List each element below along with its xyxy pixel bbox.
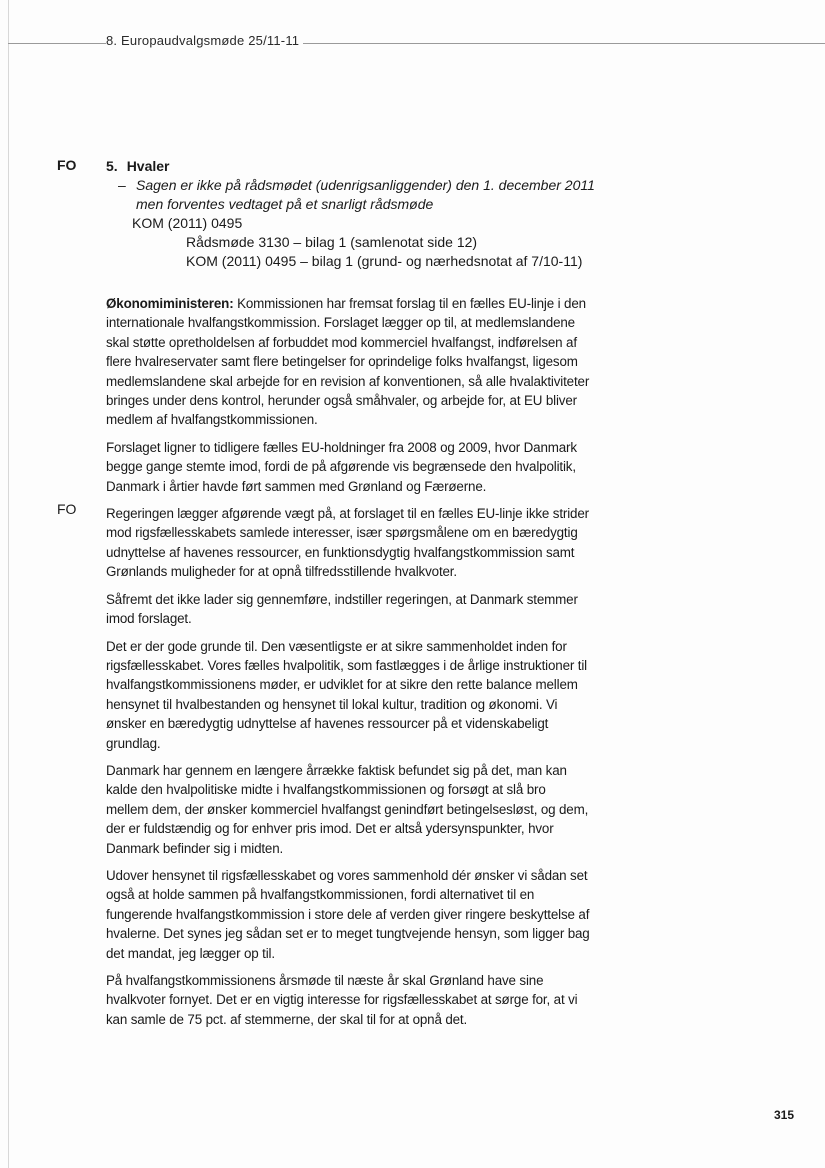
paragraph-2: Forslaget ligner to tidligere fælles EU-holdninger fra 2008 og 2009, hvor Danmark begge gange stemte imod, fordi de på afgørende vis begrænsede den hvalpolitik, Danmark i årtier havde ført sammen med Grønland og Færøerne. (106, 439, 577, 494)
agenda-item (106, 157, 626, 271)
paragraph-8: På hvalfangstkommissionens årsmøde til næste år skal Grønland have sine hvalkvoter fornyet. Det er en vigtig interesse for rigsfællesskabet at sørge for, at vi kan samle de 75 pct. af stemmerne, der skal til for at opnå det. (106, 973, 578, 1027)
reference-basis-note: KOM (2011) 0495 – bilag 1 (grund- og nærhedsnotat af 7/10-11) (186, 253, 583, 269)
paragraph-4: Såfremt det ikke lader sig gennemføre, indstiller regeringen, at Danmark stemmer imod forslaget. (106, 591, 578, 627)
paragraph-5: Det er der gode grunde til. Den væsentligste er at sikre sammenholdet inden for rigsfællesskabet. Vores fælles hvalpolitik, som fastlægges i de årlige instruktioner til hvalfangstkommissionens møder, er udviklet for at sikre den rette balance mellem hensynet til hvalbestanden og hensynet til lokal kultur, tradition og økonomi. Vi ønsker en bæredygtig udnyttelse af havenes ressourcer på et videnskabeligt grundlag. (106, 638, 587, 751)
minutes-body (106, 294, 590, 1037)
agenda-item-number: 5. (106, 158, 118, 174)
note-text: Sagen er ikke på rådsmødet (udenrigsanliggender) den 1. december 2011 men forventes vedtaget på et snarligt rådsmøde (136, 177, 595, 212)
document-reference: KOM (2011) 0495 (132, 215, 243, 231)
paragraph-1-text: Kommissionen har fremsat forslag til en fælles EU-linje i den internationale hvalfangstkommission. Forslaget lægger op til, at medlemslandene skal støtte opretholdelsen af forbuddet mod kommerciel hvalfangst, indførelsen af flere hvalreservater samt flere betingelser for oprindelige folks hvalfangst, ligesom medlemslandene skal arbejde for en revision af konventionen, så alle hvalaktiviteter bringes under dens kontrol, herunder også småhvaler, og arbejde for, at EU bliver medlem af hvalfangstkommissionen. (106, 296, 590, 428)
margin-mark-fo-2: FO (57, 501, 77, 517)
paragraph-3: Regeringen lægger afgørende vægt på, at forslaget til en fælles EU-linje ikke strider mod rigsfællesskabets samlede interesser, især spørgsmålene om en bæredygtig udnyttelse af havenes ressourcer, en funktionsdygtig hvalfangstkommission samt Grønlands muligheder for at opnå tilfredsstillende hvalkvoter. (106, 506, 589, 580)
reference-council-meeting: Rådsmøde 3130 – bilag 1 (samlenotat side 12) (186, 234, 478, 250)
agenda-item-title (106, 157, 626, 176)
speaker-label: Økonomiministeren: (106, 296, 234, 311)
paragraph-7: Udover hensynet til rigsfællesskabet og vores sammenhold dér ønsker vi sådan set også at holde sammen på hvalfangstkommissionen, fordi alternativet til en fungerende hvalfangstkommission i store dele af verden giver ringere beskyttelse af hvalerne. Det synes jeg sådan set er to meget tungtvejende hensyn, som ligger bag det mandat, jeg lægger op til. (106, 867, 590, 961)
agenda-note (118, 176, 626, 214)
margin-mark-fo: FO (57, 157, 77, 173)
agenda-item-name: Hvaler (126, 158, 170, 174)
page-number: 315 (774, 1108, 795, 1122)
paragraph-1 (106, 294, 590, 430)
paragraph-6: Danmark har gennem en længere årrække faktisk befundet sig på det, man kan kalde den hvalpolitiske midte i hvalfangstkommissionen og forsøgt at slå bro mellem dem, der ønsker kommerciel hvalfangst genindført betingelsesløst, og dem, der er fuldstændig og for enhver pris imod. Det er altså ydersynspunkter, hvor Danmark befinder sig i midten. (106, 762, 589, 856)
running-header: 8. Europaudvalgsmøde 25/11-11 (106, 33, 303, 48)
scan-left-edge (8, 0, 9, 1168)
note-dash: – (118, 177, 126, 193)
